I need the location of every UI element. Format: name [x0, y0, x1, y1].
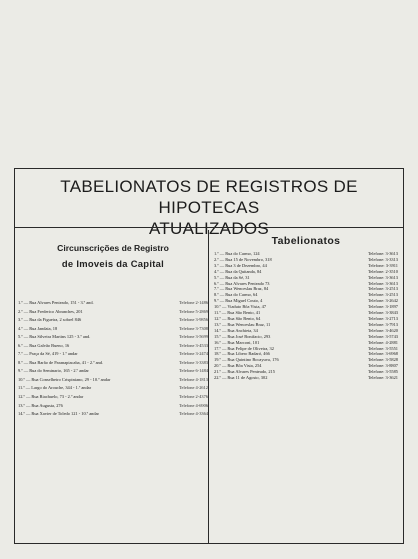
address-text: 19.º — Rua Quintino Bocayuva, 176 [214, 357, 279, 363]
title-line-2: ATUALIZADOS [148, 219, 270, 238]
address-text: 11.º — Largo do Arouche, 344 - 1.º andar [18, 385, 92, 391]
registry-list [18, 299, 208, 419]
telephone-text: Telefone 3-5699 [179, 334, 208, 340]
notary-list [214, 251, 398, 381]
address-text: 4.º — Rua Jandaia, 18 [18, 325, 58, 331]
telephone-text: Telefone: 3-5743 [367, 333, 398, 339]
telephone-text: Telefone: 3-8807 [367, 363, 398, 369]
address-text: 6.º — Rua Galvão Bueno, 16 [18, 342, 70, 348]
list-item [18, 316, 208, 325]
telephone-text: Telefone: 3-1897 [367, 304, 398, 310]
address-text: 10.º — Rua Conselheiro Crispiniano, 29 - 10.º andar [18, 376, 111, 382]
telephone-text: Telefone 5-2869 [179, 308, 208, 314]
address-text: 3.º — Rua da Figueira, 2 sobrel 846 [18, 317, 82, 323]
registry-heading-line-2: de Imoveis da Capital [61, 258, 165, 269]
address-text: 5.º — Rua da Sé, 31 [214, 274, 250, 280]
telephone-text: Telefone: 3-5828 [367, 357, 398, 363]
telephone-text: Telefone 2-4376 [179, 394, 208, 400]
address-text: 11.º — Rua São Bento, 41 [214, 310, 261, 316]
telephone-text: Telefone: 3-2642 [367, 298, 398, 304]
address-text: 3.º — Rua 3 de Dezembro, 44 [214, 262, 267, 268]
address-text: 10.º — Viaduto Bôa Vista, 47 [214, 304, 267, 310]
address-text: 2.º — Rua Frederico Abranches, 201 [18, 308, 83, 314]
address-text: 2.º — Rua 15 de Novembro, 318 [214, 256, 272, 262]
telephone-text: Telefone 4-3364 [179, 411, 208, 417]
telephone-text: Telefone 6-1484 [179, 368, 208, 374]
address-text: 6.º — Rua Alvares Penteado 73 [214, 280, 270, 286]
telephone-text: Telefone: 3-3613 [367, 280, 398, 286]
address-text: 15.º — Rua José Bonifacio, 293 [214, 333, 271, 339]
notary-heading: Tabelionatos [271, 235, 341, 247]
telephone-text: Telefone: 3-5551 [367, 345, 398, 351]
telephone-text: Telefone: 3-4620 [367, 327, 398, 333]
title-divider [14, 227, 404, 228]
telephone-text: Telefone: 3-3613 [367, 251, 398, 256]
address-text: 17.º — Rua Felipe de Oliveira, 32 [214, 345, 274, 351]
list-item [18, 350, 208, 359]
address-text: 9.º — Rua do Seminario, 165 - 2.º andar [18, 368, 89, 374]
telephone-text: Telefone 3-9856 [179, 317, 208, 323]
address-text: 9.º — Rua Miguel Couto, 4 [214, 298, 263, 304]
address-text: 18.º — Rua Libero Badaró, 466 [214, 351, 270, 357]
telephone-text: Telefone 2-1486 [179, 300, 208, 305]
telephone-text: Telefone: 3-3613 [367, 274, 398, 280]
registry-heading [18, 240, 208, 272]
telephone-text: Telefone: 3-3843 [367, 310, 398, 316]
telephone-text: Telefone 3-3383 [179, 359, 208, 365]
list-item [18, 299, 208, 308]
address-text: 5.º — Rua Silveira Martins 125 - 3.º and. [18, 334, 91, 340]
list-item [18, 333, 208, 342]
address-text: 8.º — Rua Barão de Paranapiacaba, 41 - 2.º and. [18, 359, 104, 365]
list-item [18, 325, 208, 334]
title-line-1: TABELIONATOS DE REGISTROS DE HIPOTECAS [60, 177, 358, 217]
telephone-text: Telefone 4-1813 [179, 376, 208, 382]
telephone-text: Telefone 4-6906 [179, 402, 208, 408]
telephone-text: Telefone: 3-2713 [367, 315, 398, 321]
registry-heading-line-1: Circunscrições de Registro [57, 243, 169, 253]
list-item [18, 342, 208, 351]
telephone-text: Telefone: 3-3313 [367, 256, 398, 262]
address-text: 4.º — Rua da Quitanda, 84 [214, 268, 262, 274]
telephone-text: Telefone 4-2612 [179, 385, 208, 391]
telephone-text: Telefone: 3-2513 [367, 286, 398, 292]
list-item [18, 393, 208, 402]
telephone-text: Telefone 3-4533 [179, 342, 208, 348]
list-item [18, 410, 208, 419]
notary-column [208, 230, 404, 544]
list-item [214, 375, 398, 381]
address-text: 12.º — Rua Riachuelo, 73 - 2.º andar [18, 394, 84, 400]
telephone-text: Telefone: 3-3911 [368, 262, 398, 268]
address-text: 13.º — Rua Wenceslau Braz, 11 [214, 321, 271, 327]
telephone-text: Telefone 3-2474 [179, 351, 208, 357]
address-text: 12.º — Rua São Bento, 64 [214, 315, 261, 321]
telephone-text: Telefone: 3-6968 [367, 351, 398, 357]
address-text: 14.º — Rua Anchieta, 34 [214, 327, 258, 333]
telephone-text: Telefone: 3-7913 [367, 321, 398, 327]
address-text: 7.º — Rua Wenceslau Braz, 84 [214, 286, 269, 292]
address-text: 13.º — Rua Augusta, 276 [18, 402, 63, 408]
list-item [18, 308, 208, 317]
list-item [18, 402, 208, 411]
telephone-text: Telefone: 3-5585 [367, 369, 398, 375]
list-item [18, 367, 208, 376]
address-text: 20.º — Rua Bôa Vista, 254 [214, 363, 262, 369]
telephone-text: Telefone: 3-3621 [367, 375, 398, 381]
telephone-text: Telefone: 3-2513 [367, 292, 398, 298]
list-item [18, 359, 208, 368]
telephone-text: Telefone: 2-3510 [367, 268, 398, 274]
list-item [18, 384, 208, 393]
list-item [18, 376, 208, 385]
address-text: 14.º — Rua Xavier de Toledo 121 - 10.º andar [18, 411, 99, 417]
address-text: 1.º — Rua Alvares Penteado, 151 - 3.º and. [18, 300, 94, 305]
address-text: 16.º — Rua Marconi, 101 [214, 339, 260, 345]
address-text: 7.º — Praça da Sé, 419 - 1.º andar [18, 351, 78, 357]
address-text: 22.º — Rua 11 de Agosto, 302 [214, 375, 268, 381]
address-text: 21.º — Rua Alvares Penteado, 215 [214, 369, 275, 375]
registry-column [18, 230, 208, 540]
telephone-text: Telefone: 4-2881 [367, 339, 398, 345]
address-text: 1.º — Rua do Carmo, 124 [214, 251, 260, 256]
address-text: 8.º — Rua do Carmo, 64 [214, 292, 258, 298]
telephone-text: Telefone 3-7308 [179, 325, 208, 331]
